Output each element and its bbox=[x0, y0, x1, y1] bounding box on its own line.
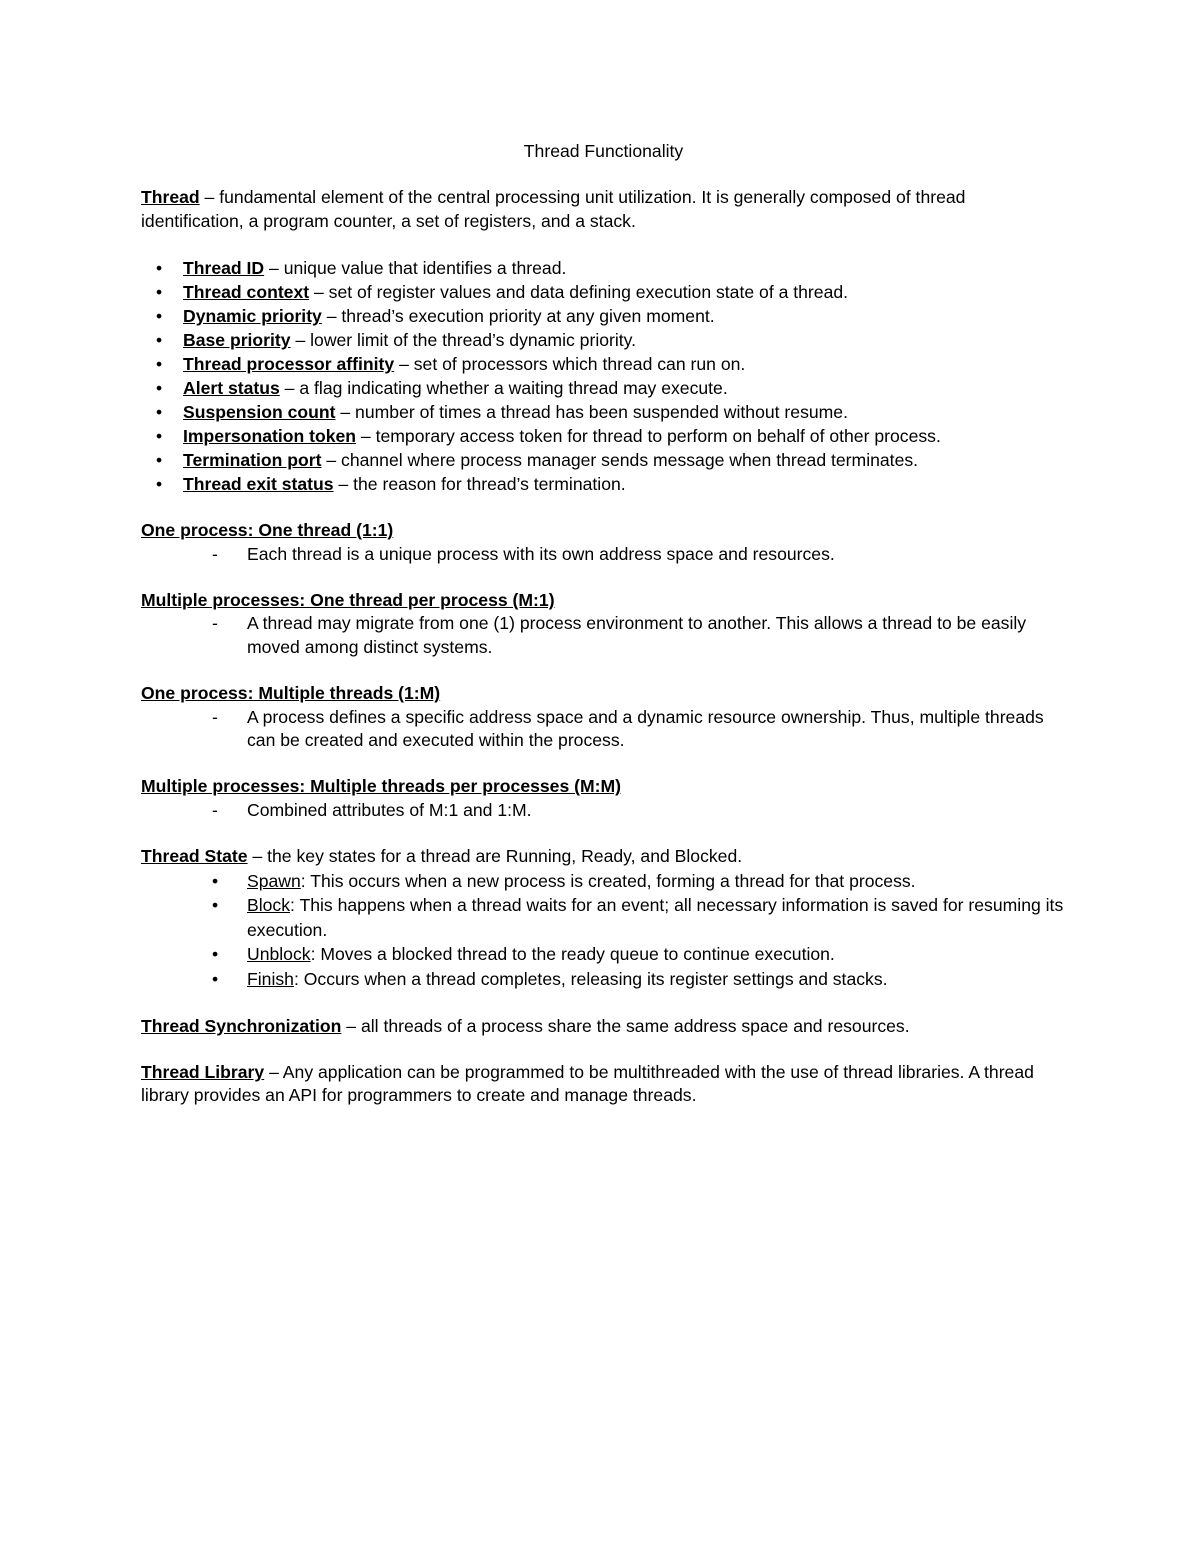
model-item bbox=[141, 612, 1066, 659]
model-item bbox=[141, 799, 1066, 822]
spacer bbox=[141, 992, 1066, 1015]
dash-icon: - bbox=[212, 799, 218, 820]
thread-state-text: – the key states for a thread are Running, Ready, and Blocked. bbox=[247, 846, 743, 867]
list-item bbox=[141, 376, 1066, 400]
attribute-text: – set of processors which thread can run on. bbox=[394, 354, 746, 375]
attribute-term: Thread processor affinity bbox=[183, 354, 395, 375]
attribute-text: – temporary access token for thread to perform on behalf of other process. bbox=[356, 426, 941, 447]
attribute-text: – channel where process manager sends message when thread terminates. bbox=[321, 450, 919, 471]
thread-definition-text: – fundamental element of the central processing unit utilization. It is generally composed of thread identification, a program counter, a set of registers, and a stack. bbox=[141, 187, 966, 231]
list-item bbox=[141, 352, 1066, 376]
model-item-text: A thread may migrate from one (1) process environment to another. This allows a thread to be easily moved among distinct systems. bbox=[247, 613, 1027, 657]
attribute-text: – number of times a thread has been suspended without resume. bbox=[335, 402, 848, 423]
list-item bbox=[141, 893, 1066, 942]
list-item bbox=[141, 472, 1066, 496]
thread-sync-term: Thread Synchronization bbox=[141, 1015, 342, 1036]
bullet-icon: • bbox=[156, 402, 163, 423]
thread-state-list bbox=[141, 869, 1066, 992]
attribute-text: – set of register values and data defining execution state of a thread. bbox=[309, 282, 849, 303]
model-item bbox=[141, 543, 1066, 566]
document-page bbox=[141, 140, 1066, 1108]
attribute-text: – thread’s execution priority at any given moment. bbox=[321, 306, 715, 327]
state-text: : This occurs when a new process is created, forming a thread for that process. bbox=[300, 870, 916, 891]
list-item bbox=[141, 424, 1066, 448]
model-item-text: Each thread is a unique process with its own address space and resources. bbox=[247, 543, 835, 564]
model-heading-1-1: One process: One thread (1:1) bbox=[141, 520, 394, 541]
list-item bbox=[141, 448, 1066, 472]
attribute-text: – a flag indicating whether a waiting thread may execute. bbox=[279, 378, 728, 399]
list-item bbox=[141, 942, 1066, 967]
state-text: : This happens when a thread waits for an event; all necessary information is saved for resuming its execution. bbox=[247, 895, 1064, 940]
state-term: Unblock bbox=[247, 944, 311, 965]
list-item bbox=[141, 869, 1066, 894]
thread-library-text: – Any application can be programmed to be multithreaded with the use of thread libraries. A thread library provides an API for programmers to create and manage threads. bbox=[141, 1062, 1034, 1106]
attribute-term: Termination port bbox=[183, 450, 322, 471]
spacer bbox=[141, 1038, 1066, 1061]
bullet-icon: • bbox=[156, 306, 163, 327]
bullet-icon: • bbox=[156, 474, 163, 495]
model-item-text: Combined attributes of M:1 and 1:M. bbox=[247, 799, 532, 820]
attribute-term: Impersonation token bbox=[183, 426, 357, 447]
bullet-icon: • bbox=[156, 354, 163, 375]
thread-term: Thread bbox=[141, 187, 200, 208]
list-item bbox=[141, 280, 1066, 304]
list-item bbox=[141, 256, 1066, 280]
thread-attributes-list bbox=[141, 256, 1066, 496]
attribute-text: – the reason for thread’s termination. bbox=[333, 474, 626, 495]
bullet-icon: • bbox=[212, 944, 219, 965]
bullet-icon: • bbox=[156, 282, 163, 303]
model-heading-m-1: Multiple processes: One thread per process (M:1) bbox=[141, 590, 555, 611]
bullet-icon: • bbox=[156, 426, 163, 447]
thread-library-term: Thread Library bbox=[141, 1062, 265, 1083]
spacer bbox=[141, 752, 1066, 775]
model-item bbox=[141, 706, 1066, 753]
bullet-icon: • bbox=[212, 870, 219, 891]
list-item bbox=[141, 328, 1066, 352]
document-title: Thread Functionality bbox=[523, 141, 684, 161]
spacer bbox=[141, 566, 1066, 589]
list-item bbox=[141, 304, 1066, 328]
dash-icon: - bbox=[212, 706, 218, 727]
attribute-text: – unique value that identifies a thread. bbox=[264, 258, 567, 279]
attribute-term: Base priority bbox=[183, 330, 291, 351]
state-term: Spawn bbox=[247, 870, 301, 891]
attribute-text: – lower limit of the thread’s dynamic priority. bbox=[290, 330, 637, 351]
bullet-icon: • bbox=[212, 969, 219, 990]
attribute-term: Thread exit status bbox=[183, 474, 334, 495]
thread-library-definition bbox=[141, 1061, 1066, 1108]
thread-state-definition bbox=[141, 845, 1066, 868]
state-term: Block bbox=[247, 895, 291, 916]
bullet-icon: • bbox=[156, 258, 163, 279]
spacer bbox=[141, 496, 1066, 519]
thread-sync-definition bbox=[141, 1015, 1066, 1038]
spacer bbox=[141, 659, 1066, 682]
state-text: : Occurs when a thread completes, releasing its register settings and stacks. bbox=[293, 969, 888, 990]
bullet-icon: • bbox=[156, 330, 163, 351]
model-heading-1-m: One process: Multiple threads (1:M) bbox=[141, 683, 441, 704]
bullet-icon: • bbox=[212, 895, 219, 916]
attribute-term: Suspension count bbox=[183, 402, 336, 423]
state-term: Finish bbox=[247, 969, 294, 990]
spacer bbox=[141, 822, 1066, 845]
spacer bbox=[141, 233, 1066, 256]
attribute-term: Thread ID bbox=[183, 258, 265, 279]
list-item bbox=[141, 400, 1066, 424]
thread-state-term: Thread State bbox=[141, 846, 248, 867]
list-item bbox=[141, 967, 1066, 992]
dash-icon: - bbox=[212, 613, 218, 634]
thread-sync-text: – all threads of a process share the same address space and resources. bbox=[341, 1015, 910, 1036]
attribute-term: Thread context bbox=[183, 282, 310, 303]
attribute-term: Dynamic priority bbox=[183, 306, 322, 327]
model-heading-m-m: Multiple processes: Multiple threads per processes (M:M) bbox=[141, 776, 622, 797]
model-item-text: A process defines a specific address space and a dynamic resource ownership. Thus, multiple threads can be created and executed within the process. bbox=[247, 706, 1044, 751]
bullet-icon: • bbox=[156, 450, 163, 471]
thread-definition bbox=[141, 186, 1066, 233]
bullet-icon: • bbox=[156, 378, 163, 399]
attribute-term: Alert status bbox=[183, 378, 280, 399]
state-text: : Moves a blocked thread to the ready queue to continue execution. bbox=[310, 944, 835, 965]
dash-icon: - bbox=[212, 543, 218, 564]
